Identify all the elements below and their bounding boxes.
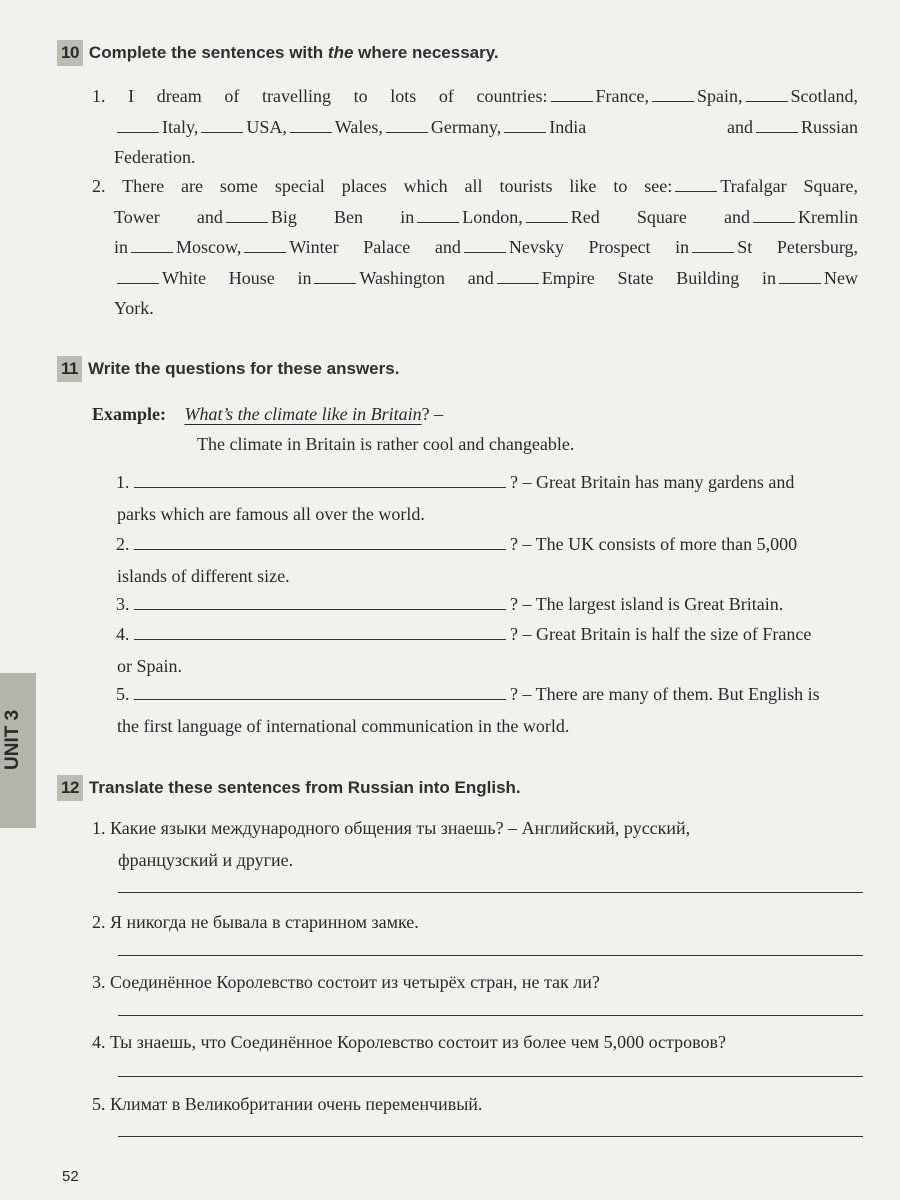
- answer-text: ? – The largest island is Great Britain.: [510, 594, 784, 614]
- answer-blank[interactable]: [226, 208, 268, 223]
- answer-continuation: the first language of international communication in the world.: [117, 716, 570, 736]
- sentence-text: New: [824, 267, 858, 288]
- item-number: 2.: [116, 534, 134, 554]
- sentence-continuation: французский и другие.: [118, 850, 294, 870]
- sentence-text: Какие языки международного общения ты знаешь? – Английский, русский,: [110, 818, 691, 838]
- sentence-text: Germany,: [430, 116, 502, 137]
- sentence-text: White House in: [162, 267, 312, 288]
- example-suffix: ? –: [421, 404, 444, 424]
- sentence-line: [92, 86, 858, 106]
- sentence-text: Tower and: [114, 206, 223, 227]
- answer-text: ? – The UK consists of more than 5,000: [510, 534, 798, 554]
- sentence-text: Scotland,: [790, 86, 859, 106]
- item-number: 1.: [92, 818, 110, 838]
- answer-continuation: islands of different size.: [117, 566, 290, 586]
- exercise-title: Complete the sentences with the where necessary.: [88, 43, 499, 62]
- question-item: [116, 594, 783, 614]
- example-label: Example:: [92, 404, 166, 424]
- item-number: 3.: [116, 594, 134, 614]
- question-input-line[interactable]: [134, 473, 506, 488]
- sentence-text: Empire State Building in: [541, 267, 776, 288]
- answer-blank[interactable]: [386, 118, 428, 133]
- item-number: 5.: [116, 684, 134, 704]
- exercise-number-badge: 12: [57, 775, 83, 801]
- translation-input-line[interactable]: [118, 1136, 863, 1137]
- sentence-text: France,: [595, 86, 649, 106]
- sentence-text: Климат в Великобритании очень переменчивый.: [110, 1094, 483, 1114]
- answer-text: ? – Great Britain is half the size of France: [510, 624, 812, 644]
- question-item: [116, 684, 820, 704]
- translation-input-line[interactable]: [118, 1015, 863, 1016]
- answer-text: ? – Great Britain has many gardens and: [510, 472, 795, 492]
- sentence-text: There are some special places which all tourists like to see:: [122, 176, 673, 196]
- sentence-text: Russian: [800, 116, 858, 137]
- item-number: 1.: [116, 472, 134, 492]
- sentence-line: [114, 117, 858, 137]
- sentence-text: Kremlin: [798, 206, 858, 227]
- question-input-line[interactable]: [134, 625, 506, 640]
- sentence-text: India and: [549, 116, 753, 137]
- example-question: What’s the climate like in Britain: [184, 404, 422, 424]
- page-number: 52: [62, 1168, 79, 1185]
- sentence-text: Wales,: [334, 116, 383, 137]
- sentence-text: Red Square and: [570, 206, 750, 227]
- answer-blank[interactable]: [675, 177, 717, 192]
- sentence-text: York.: [114, 298, 154, 318]
- item-number: 2.: [92, 176, 123, 196]
- answer-blank[interactable]: [117, 269, 159, 284]
- sentence-text: Ты знаешь, что Соединённое Королевство состоит из более чем 5,000 островов?: [110, 1032, 726, 1052]
- answer-text: ? – There are many of them. But English is: [510, 684, 820, 704]
- answer-blank[interactable]: [652, 87, 694, 102]
- answer-blank[interactable]: [526, 208, 568, 223]
- sentence-line: [114, 207, 858, 227]
- russian-sentence: [92, 972, 600, 992]
- item-number: 2.: [92, 912, 110, 932]
- item-number: 4.: [116, 624, 134, 644]
- sentence-text: I dream of travelling to lots of countries:: [128, 86, 548, 106]
- answer-blank[interactable]: [551, 87, 593, 102]
- unit-label: UNIT 3: [2, 709, 23, 770]
- sentence-text: Big Ben in: [270, 206, 415, 227]
- sentence-text: Winter Palace and: [289, 237, 461, 257]
- exercise-10-header: [57, 40, 499, 66]
- answer-continuation: parks which are famous all over the world.: [117, 504, 425, 524]
- answer-blank[interactable]: [131, 238, 173, 253]
- answer-blank[interactable]: [417, 208, 459, 223]
- example-line: [92, 404, 443, 424]
- sentence-text: Federation.: [114, 147, 196, 167]
- answer-blank[interactable]: [746, 87, 788, 102]
- item-number: 5.: [92, 1094, 110, 1114]
- exercise-title: Write the questions for these answers.: [87, 359, 400, 378]
- answer-continuation: or Spain.: [117, 656, 182, 676]
- exercise-title: Translate these sentences from Russian into English.: [88, 778, 521, 797]
- sentence-line: [114, 237, 858, 257]
- answer-blank[interactable]: [290, 118, 332, 133]
- sentence-text: London,: [462, 206, 523, 227]
- sentence-text: Washington and: [359, 267, 494, 288]
- item-number: 1.: [92, 86, 129, 106]
- question-item: [116, 624, 811, 644]
- question-input-line[interactable]: [134, 535, 506, 550]
- sentence-text: Moscow,: [176, 237, 242, 257]
- russian-sentence: [92, 1032, 726, 1052]
- sentence-text: Я никогда не бывала в старинном замке.: [110, 912, 419, 932]
- exercise-number-badge: 10: [57, 40, 83, 66]
- sentence-text: in: [114, 237, 129, 257]
- question-input-line[interactable]: [134, 685, 506, 700]
- translation-input-line[interactable]: [118, 955, 863, 956]
- exercise-11-header: [57, 356, 399, 382]
- sentence-text: Trafalgar Square,: [720, 176, 858, 196]
- question-item: [116, 472, 794, 492]
- sentence-text: Nevsky Prospect in: [508, 237, 690, 257]
- question-input-line[interactable]: [134, 595, 506, 610]
- russian-sentence: [92, 818, 690, 838]
- answer-blank[interactable]: [201, 118, 243, 133]
- item-number: 3.: [92, 972, 110, 992]
- answer-blank[interactable]: [692, 238, 734, 253]
- answer-blank[interactable]: [314, 269, 356, 284]
- example-answer: The climate in Britain is rather cool and changeable.: [197, 434, 575, 454]
- answer-blank[interactable]: [504, 118, 546, 133]
- answer-blank[interactable]: [779, 269, 821, 284]
- sentence-line: [114, 268, 858, 288]
- sentence-line: [92, 176, 858, 196]
- answer-blank[interactable]: [117, 118, 159, 133]
- sentence-text: Соединённое Королевство состоит из четырёх стран, не так ли?: [110, 972, 600, 992]
- question-item: [116, 534, 797, 554]
- sentence-text: Spain,: [697, 86, 743, 106]
- sentence-line: [114, 298, 858, 318]
- answer-blank[interactable]: [756, 118, 798, 133]
- item-number: 4.: [92, 1032, 110, 1052]
- translation-input-line[interactable]: [118, 1076, 863, 1077]
- exercise-12-header: [57, 775, 521, 801]
- russian-sentence: [92, 912, 419, 932]
- answer-blank[interactable]: [753, 208, 795, 223]
- translation-input-line[interactable]: [118, 892, 863, 893]
- sentence-text: USA,: [246, 116, 287, 137]
- sentence-text: Italy,: [162, 116, 199, 137]
- answer-blank[interactable]: [464, 238, 506, 253]
- russian-sentence: [92, 1094, 482, 1114]
- answer-blank[interactable]: [497, 269, 539, 284]
- sentence-line: [114, 147, 858, 167]
- exercise-number-badge: 11: [57, 356, 82, 382]
- sentence-text: St Petersburg,: [737, 237, 859, 257]
- answer-blank[interactable]: [244, 238, 286, 253]
